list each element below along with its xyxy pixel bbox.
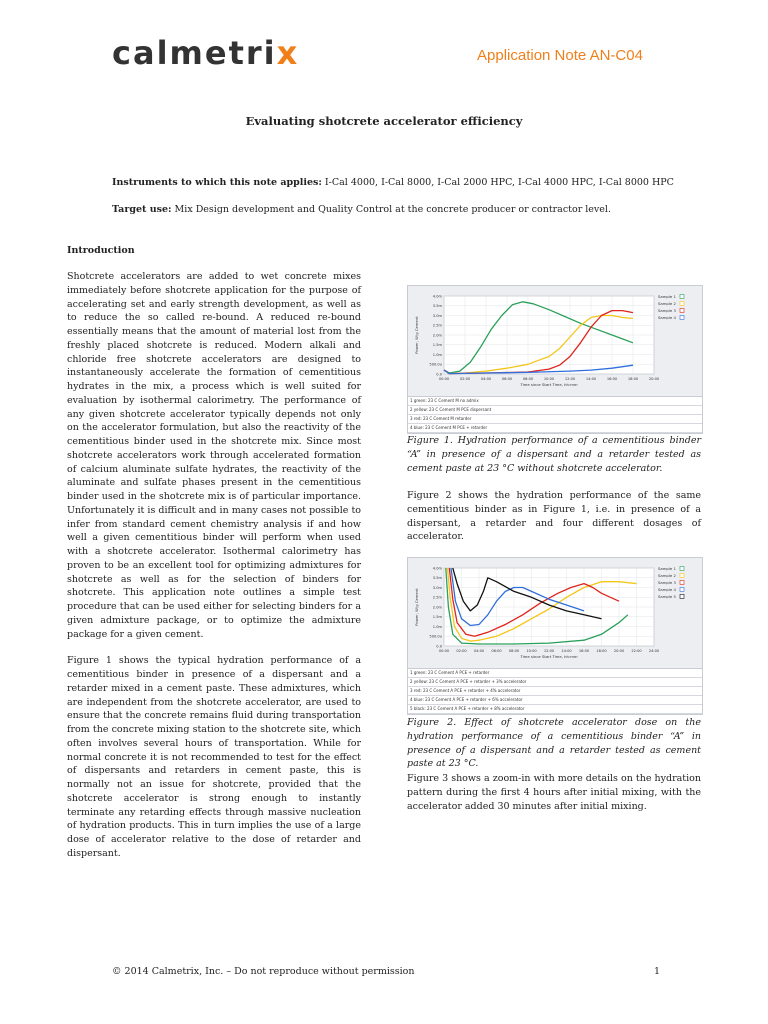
figure-2-chart [408, 558, 702, 668]
x-tick-label: 06:00 [501, 377, 513, 381]
legend-entry: Sample 3 [658, 580, 676, 585]
sample-row: 3 red: 23 C Cement M retarder [408, 415, 702, 424]
figure-2 [407, 557, 703, 715]
figure-1-sample-list [408, 396, 702, 433]
copyright-footer: © 2014 Calmetrix, Inc. – Do not reproduce without permission [112, 966, 415, 977]
x-tick-label: 20:00 [613, 649, 625, 653]
calmetrix-logo: calmetrix [112, 34, 300, 72]
legend-swatch [680, 315, 684, 319]
legend-entry: Sample 2 [658, 301, 676, 306]
y-tick-label: 2.5m [432, 323, 442, 328]
y-tick-label: 1.5m [432, 343, 442, 348]
x-tick-label: 02:00 [456, 649, 467, 653]
instruments-value: I-Cal 4000, I-Cal 8000, I-Cal 2000 HPC, I-Cal 4000 HPC, I-Cal 8000 HPC [324, 177, 674, 188]
y-axis-label: Power, W/g Cement [414, 316, 419, 354]
x-tick-label: 08:00 [508, 649, 520, 653]
x-tick-label: 18:00 [627, 377, 639, 381]
x-tick-label: 16:00 [606, 377, 618, 381]
figure-1-caption: Figure 1. Hydration performance of a cementitious binder “A” in presence of a dispersant and a retarder tested as cement paste at 23 °C without shotcrete accelerator. [407, 435, 701, 474]
legend-swatch [680, 308, 684, 312]
legend-entry: Sample 5 [658, 594, 676, 599]
y-tick-label: 2.0m [432, 605, 442, 610]
legend-swatch [680, 301, 684, 305]
instruments-line [112, 177, 674, 188]
y-axis-label: Power, W/g Cement [414, 588, 419, 626]
y-tick-label: 2.0m [432, 333, 442, 338]
y-tick-label: 3.5m [432, 576, 442, 581]
y-tick-label: 3.0m [432, 313, 442, 318]
sample-row: 3 red: 23 C Cement A PCE + retarder + 4% accelerator [408, 687, 702, 696]
x-tick-label: 00:00 [438, 377, 450, 381]
x-tick-label: 10:00 [543, 377, 555, 381]
x-tick-label: 18:00 [596, 649, 607, 653]
legend-entry: Sample 4 [658, 315, 676, 320]
legend-swatch [680, 587, 684, 591]
sample-row: 4 blue: 23 C Cement M PCE + retarder [408, 424, 702, 433]
legend-entry: Sample 2 [658, 573, 676, 578]
y-tick-label: 2.5m [432, 595, 442, 600]
y-tick-label: 3.0m [432, 585, 442, 590]
sample-row: 2 yellow: 23 C Cement A PCE + retarder + 3% accelerator [408, 678, 702, 687]
legend-swatch [680, 594, 684, 598]
legend-entry: Sample 1 [658, 294, 676, 299]
y-tick-label: 0.0 [436, 372, 442, 377]
application-note-label: Application Note AN-C04 [477, 47, 643, 64]
x-tick-label: 12:00 [564, 377, 576, 381]
x-axis-label: Time since Start Time, hh:mm [520, 382, 578, 387]
document-title: Evaluating shotcrete accelerator efficiency [245, 114, 523, 128]
x-tick-label: 12:00 [543, 649, 555, 653]
target-use-value: Mix Design development and Quality Control at the concrete producer or contractor level. [174, 204, 611, 215]
x-tick-label: 24:00 [648, 649, 660, 653]
paragraph-figure1: Figure 1 shows the typical hydration performance of a cementitious binder in presence of a dispersant and a retarder mixed in a cement paste. These admixtures, which are independent from the shotcrete accelerator, are used to ensure that the concrete remains fluid during transportation from the concrete mixing station to the shotcrete site, which often involves several hours of transportation. While for normal concrete it is not recommended to test for the effect of dispersants and retarders in cement paste, this is normally not an issue for shotcrete, provided that the shotcrete accelerator is strong enough to instantly terminate any retarding effects through massive nucleation of hydration products. This in turn implies the use of a large dose of accelerator relative to the dose of retarder and dispersant. [67, 655, 361, 859]
sample-row: 2 yellow: 23 C Cement M PCE dispersant [408, 406, 702, 415]
figure-1-chart [408, 286, 702, 396]
sample-row: 1 green: 23 C Cement A PCE + retarder [408, 669, 702, 678]
figure-2-sample-list [408, 668, 702, 714]
legend-swatch [680, 580, 684, 584]
paragraph-figure2: Figure 2 shows the hydration performance of the same cementitious binder as in Figure 1, i.e. in presence of a dispersant, a retarder and four different dosages of accelerator. [407, 490, 701, 543]
y-tick-label: 500.0u [429, 362, 442, 367]
x-tick-label: 22:00 [631, 649, 642, 653]
x-tick-label: 14:00 [561, 649, 572, 653]
instruments-label: Instruments to which this note applies: [112, 177, 322, 188]
paragraph-figure3: Figure 3 shows a zoom-in with more details on the hydration pattern during the first 4 hours after initial mixing, with the accelerator added 30 minutes after initial mixing. [407, 773, 701, 812]
target-use-label: Target use: [112, 204, 172, 215]
x-tick-label: 14:00 [585, 377, 597, 381]
legend-swatch [680, 573, 684, 577]
legend-entry: Sample 3 [658, 308, 676, 313]
sample-row: 1 green: 23 C Cement M no admix [408, 397, 702, 406]
x-tick-label: 00:00 [438, 649, 450, 653]
figure-2-caption: Figure 2. Effect of shotcrete accelerator dose on the hydration performance of a cementitious binder “A” in presence of a dispersant and a retarder tested as cement paste at 23 °C. [407, 717, 701, 770]
legend-entry: Sample 1 [658, 566, 676, 571]
y-tick-label: 1.5m [432, 615, 442, 620]
page-number: 1 [654, 966, 661, 977]
y-tick-label: 500.0u [429, 634, 442, 639]
y-tick-label: 4.0m [432, 566, 442, 571]
y-tick-label: 4.0m [432, 294, 442, 299]
x-tick-label: 20:00 [648, 377, 660, 381]
y-tick-label: 3.5m [432, 304, 442, 309]
x-tick-label: 04:00 [480, 377, 492, 381]
legend-swatch [680, 566, 684, 570]
sample-row: 4 blue: 23 C Cement A PCE + retarder + 6% accelerator [408, 696, 702, 705]
introduction-heading: Introduction [67, 245, 135, 256]
y-tick-label: 1.0m [432, 624, 442, 629]
x-tick-label: 16:00 [578, 649, 590, 653]
figure-1 [407, 285, 703, 434]
legend-entry: Sample 4 [658, 587, 676, 592]
x-tick-label: 10:00 [526, 649, 537, 653]
target-use-line [112, 204, 611, 215]
left-column [67, 270, 361, 874]
x-axis-label: Time since Start Time, hh:mm [520, 654, 578, 659]
paragraph-intro: Shotcrete accelerators are added to wet concrete mixes immediately before shotcrete application for the purpose of accelerating set and early strength development, as well as to reduce the so called re-bound. A reduced re-bound essentially means that the amount of material lost from the freshly placed shotcrete is reduced. Modern alkali and chloride free shotcrete accelerators are designed to instantaneously accelerate the formation of cementitious hydrates in the mix, a process which is well suited for evaluation by isothermal calorimetry. The performance of any given shotcrete accelerator typically depends not only on the accelerator formulation, but also the reactivity of the cementitious binder used in the shotcrete mix. Since most shotcrete accelerators work through accelerated formation of calcium aluminate sulfate hydrates, the reactivity of the aluminate and sulfate phases present in the cementitious binder used in the shotcrete mix is of particular importance. Unfortunately it is difficult and in many cases not possible to infer from standard cement chemistry analysis if and how well a given cementitious binder will perform when used with a shotcrete accelerator. Isothermal calorimetry has proven to be an excellent tool for optimizing admixtures for shotcrete as well as for the selection of binders for shotcrete. This application note outlines a simple test procedure that can be used either for selecting binders for a given admixture package, or to optimize the admixture package for a given cement. [67, 271, 361, 640]
x-tick-label: 08:00 [522, 377, 534, 381]
legend-swatch [680, 294, 684, 298]
x-tick-label: 02:00 [459, 377, 471, 381]
x-tick-label: 04:00 [473, 649, 485, 653]
sample-row: 5 black: 23 C Cement A PCE + retarder + 8% accelerator [408, 705, 702, 714]
x-tick-label: 06:00 [491, 649, 502, 653]
y-tick-label: 0.0 [436, 644, 442, 649]
y-tick-label: 1.0m [432, 352, 442, 357]
